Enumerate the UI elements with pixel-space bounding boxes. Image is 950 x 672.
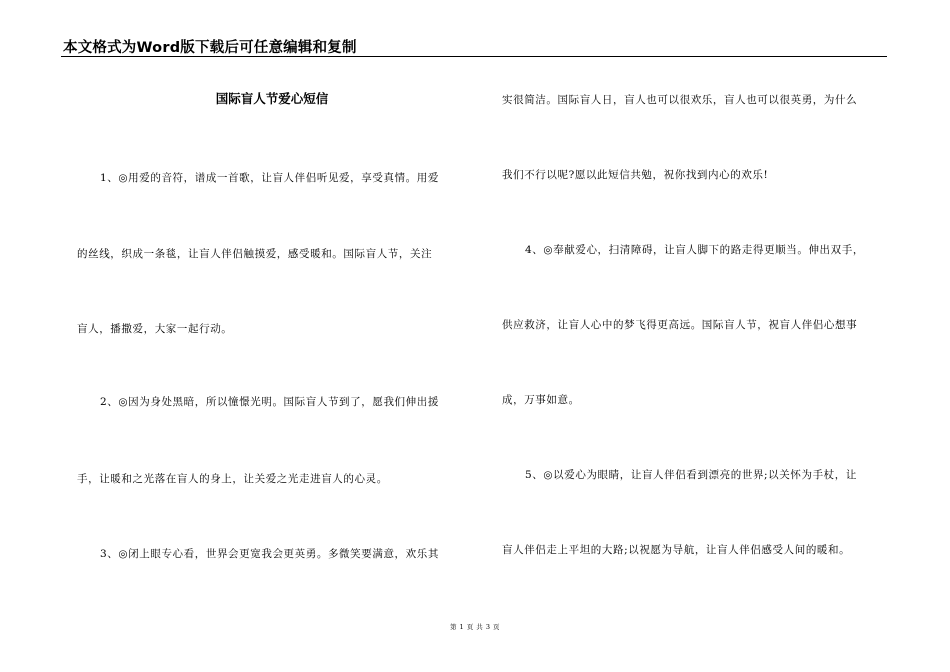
- paragraph-1-line-1: 1、◎用爱的音符，谱成一首歌，让盲人伴侣听见爱，享受真情。用爱: [100, 172, 439, 184]
- paragraph-3-line-2: 实很简洁。国际盲人日，盲人也可以很欢乐，盲人也可以很英勇，为什么: [502, 94, 858, 106]
- paragraph-4-line-1: 4、◎奉献爱心，扫清障碍，让盲人脚下的路走得更顺当。伸出双手，: [525, 244, 864, 256]
- paragraph-5-line-2: 盲人伴侣走上平坦的大路;以祝愿为导航，让盲人伴侣感受人间的暖和。: [502, 544, 851, 556]
- paragraph-5-line-1: 5、◎以爱心为眼睛，让盲人伴侣看到漂亮的世界;以关怀为手杖，让: [525, 469, 857, 481]
- paragraph-2-line-1: 2、◎因为身处黑暗，所以憧憬光明。国际盲人节到了，愿我们伸出援: [100, 396, 439, 408]
- paragraph-4-line-2: 供应救济，让盲人心中的梦飞得更高远。国际盲人节，祝盲人伴侣心想事: [502, 319, 858, 331]
- paragraph-3-line-3: 我们不行以呢?愿以此短信共勉，祝你找到内心的欢乐!: [502, 169, 769, 181]
- document-title: 国际盲人节爱心短信: [215, 91, 329, 106]
- page-number: 第 1 页 共 3 页: [449, 623, 501, 631]
- paragraph-3-line-1: 3、◎闭上眼专心看，世界会更宽我会更英勇。多微笑要满意，欢乐其: [100, 548, 439, 560]
- paragraph-1-line-3: 盲人，播撒爱，大家一起行动。: [77, 323, 233, 335]
- paragraph-2-line-2: 手，让暖和之光落在盲人的身上，让关爱之光走进盲人的心灵。: [77, 473, 388, 485]
- document-header-title: 本文格式为Word版下载后可任意编辑和复制: [63, 40, 357, 56]
- paragraph-4-line-3: 成，万事如意。: [502, 394, 580, 406]
- paragraph-1-line-2: 的丝线，织成一条毯，让盲人伴侣触摸爱，感受暖和。国际盲人节，关注: [77, 248, 433, 260]
- left-column: [77, 88, 467, 560]
- header-divider: [61, 56, 887, 57]
